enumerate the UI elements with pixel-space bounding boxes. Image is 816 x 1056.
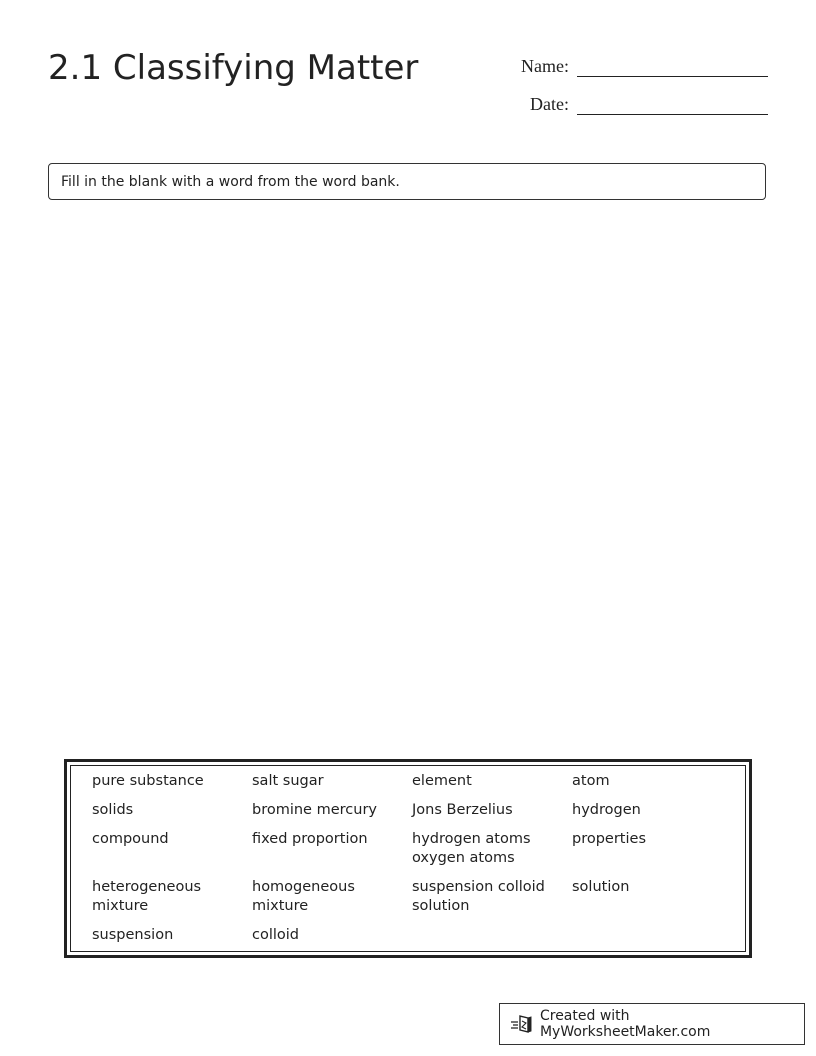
word-bank-item: homogeneous mixture	[252, 879, 355, 914]
word-bank-item: atom	[572, 773, 610, 789]
word-bank-item: suspension	[92, 927, 174, 943]
page-title: 2.1 Classifying Matter	[48, 48, 419, 88]
word-bank-item: heterogeneous mixture	[92, 879, 202, 914]
created-with-text: Created with MyWorksheetMaker.com	[539, 1008, 711, 1040]
name-blank-line	[577, 52, 768, 77]
date-label: Date:	[530, 94, 569, 114]
worksheet-maker-logo-icon	[510, 1013, 534, 1035]
word-bank-item: hydrogen	[572, 802, 641, 818]
word-bank-item: salt sugar	[252, 773, 324, 789]
date-field-row	[489, 90, 768, 115]
word-bank	[64, 759, 752, 958]
word-bank-item: solution	[572, 879, 630, 895]
word-bank-item: fixed proportion	[252, 831, 368, 847]
word-bank-item: Jons Berzelius	[412, 802, 513, 818]
word-bank-item: properties	[572, 831, 646, 847]
created-with-badge[interactable]	[499, 1003, 805, 1045]
date-blank-line	[577, 90, 768, 115]
instructions-box	[48, 163, 766, 200]
word-bank-item: element	[412, 773, 472, 789]
name-label: Name:	[521, 56, 569, 76]
word-bank-item: hydrogen atoms oxygen atoms	[412, 831, 531, 866]
word-bank-item: solids	[92, 802, 134, 818]
word-bank-item: suspension colloid solution	[412, 879, 545, 914]
word-bank-item: pure substance	[92, 773, 204, 789]
name-field-row	[489, 52, 768, 77]
word-bank-item: colloid	[252, 927, 300, 943]
instructions-text: Fill in the blank with a word from the word bank.	[61, 173, 400, 190]
word-bank-grid	[92, 772, 732, 945]
word-bank-item: compound	[92, 831, 169, 847]
word-bank-item: bromine mercury	[252, 802, 377, 818]
